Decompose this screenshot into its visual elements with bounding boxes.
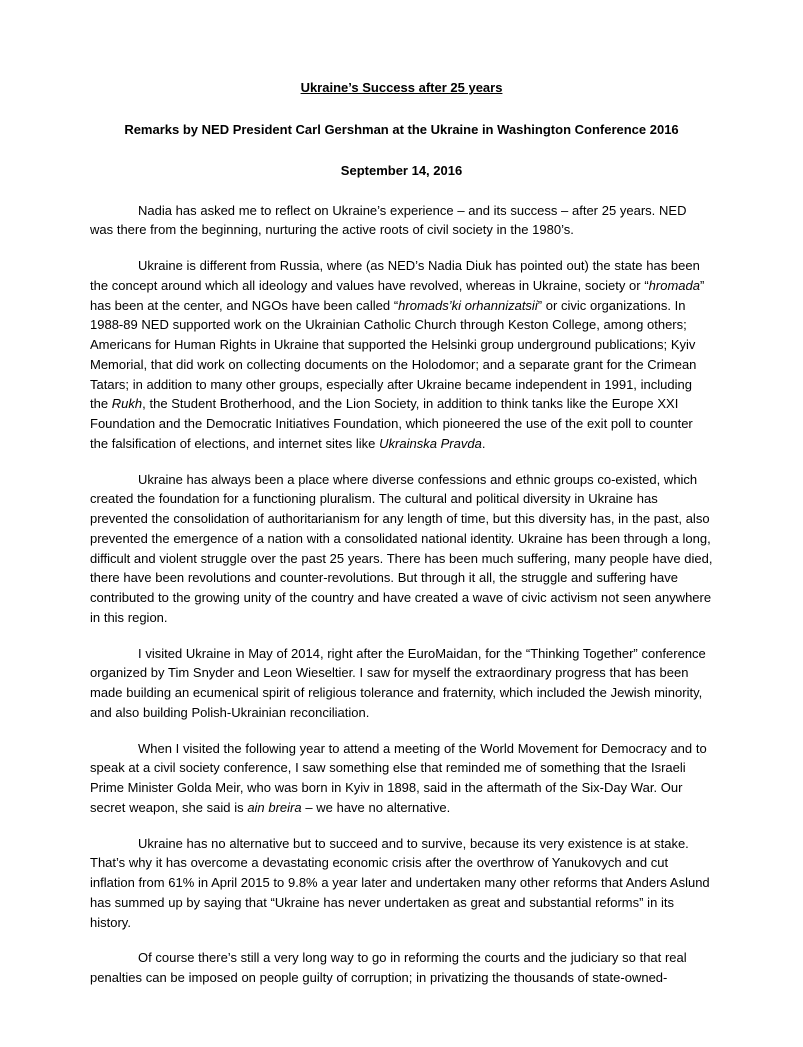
- text-run: ” or civic organizations. In 1988-89 NED supported work on the Ukrainian Catholic Church through Keston College, among others; Americans for Human Rights in Ukraine that supported the Helsinki group underground publications; Kyiv Memorial, that did work on collecting documents on the Holodomor; and a separate grant for the Crimean Tatars; in addition to many other groups, especially after Ukraine became independent in 1991, including the: [90, 297, 697, 412]
- body-paragraph: [90, 739, 713, 818]
- italic-run: Ukrainska Pravda: [379, 435, 482, 451]
- text-run: Ukraine has no alternative but to succeed and to survive, because its very existence is at stake. That’s why it has overcome a devastating economic crisis after the overthrow of Yanukovych and cut inflation from 61% in April 2015 to 9.8% a year later and undertaken many other reforms that Anders Aslund has summed up by saying that “Ukraine has never undertaken as great and substantial reforms” in its history.: [90, 835, 710, 930]
- document-body: [90, 201, 713, 988]
- italic-run: Rukh: [111, 396, 143, 412]
- body-paragraph: [90, 256, 713, 454]
- text-run: Ukraine is different from Russia, where (as NED’s Nadia Diuk has pointed out) the state has been the concept around which all ideology and values have revolved, whereas in Ukraine, society or “: [90, 258, 700, 293]
- text-run: When I visited the following year to attend a meeting of the World Movement for Democracy and to speak at a civil society conference, I saw something else that reminded me of something that the Israeli Prime Minister Golda Meir, who was born in Kyiv in 1898, said in the aftermath of the Six-Day War. Our secret weapon, she said is: [90, 740, 707, 815]
- text-run: Ukraine has always been a place where diverse confessions and ethnic groups co-existed, which created the foundation for a functioning pluralism. The cultural and political diversity in Ukraine has prevented the consolidation of authoritarianism for any length of time, but this diversity has, in the past, also prevented the emergence of a nation with a consolidated national identity. Ukraine has been through a long, difficult and violent struggle over the past 25 years. There has been much suffering, many people have died, there have been revolutions and counter-revolutions. But through it all, the struggle and suffering have contributed to the growing unity of the country and have created a wave of civic activism not seen anywhere in this region.: [90, 471, 713, 625]
- document-title: Ukraine’s Success after 25 years: [300, 80, 503, 95]
- italic-run: hromads’ki orhannizatsii: [398, 297, 538, 313]
- body-paragraph: [90, 644, 713, 723]
- text-run: ” has been at the center, and NGOs have been called “: [90, 277, 705, 313]
- document-date: September 14, 2016: [340, 163, 463, 178]
- text-run: – we have no alternative.: [301, 799, 451, 815]
- body-paragraph: [90, 948, 713, 988]
- text-run: Nadia has asked me to reflect on Ukraine’s experience – and its success – after 25 years. NED was there from the beginning, nurturing the active roots of civil society in the 1980’s.: [90, 202, 687, 238]
- body-paragraph: [90, 201, 713, 241]
- text-run: , the Student Brotherhood, and the Lion Society, in addition to think tanks like the Europe XXI Foundation and the Democratic Initiatives Foundation, which pioneered the use of the exit poll to counter the falsification of elections, and internet sites like: [90, 396, 693, 451]
- italic-run: ain breira: [247, 799, 302, 815]
- italic-run: hromada: [648, 277, 700, 293]
- document-subtitle: Remarks by NED President Carl Gershman at the Ukraine in Washington Conference 2016: [124, 121, 679, 137]
- text-run: .: [481, 435, 486, 451]
- body-paragraph: [90, 470, 713, 628]
- text-run: Of course there’s still a very long way to go in reforming the courts and the judiciary so that real penalties can be imposed on people guilty of corruption; in privatizing the thousands of state-owned-: [90, 950, 687, 985]
- text-run: I visited Ukraine in May of 2014, right after the EuroMaidan, for the “Thinking Together” conference organized by Tim Snyder and Leon Wieseltier. I saw for myself the extraordinary progress that has been made building an ecumenical spirit of religious tolerance and fraternity, which included the Jewish minority, and also building Polish-Ukrainian reconciliation.: [90, 645, 706, 720]
- body-paragraph: [90, 834, 713, 933]
